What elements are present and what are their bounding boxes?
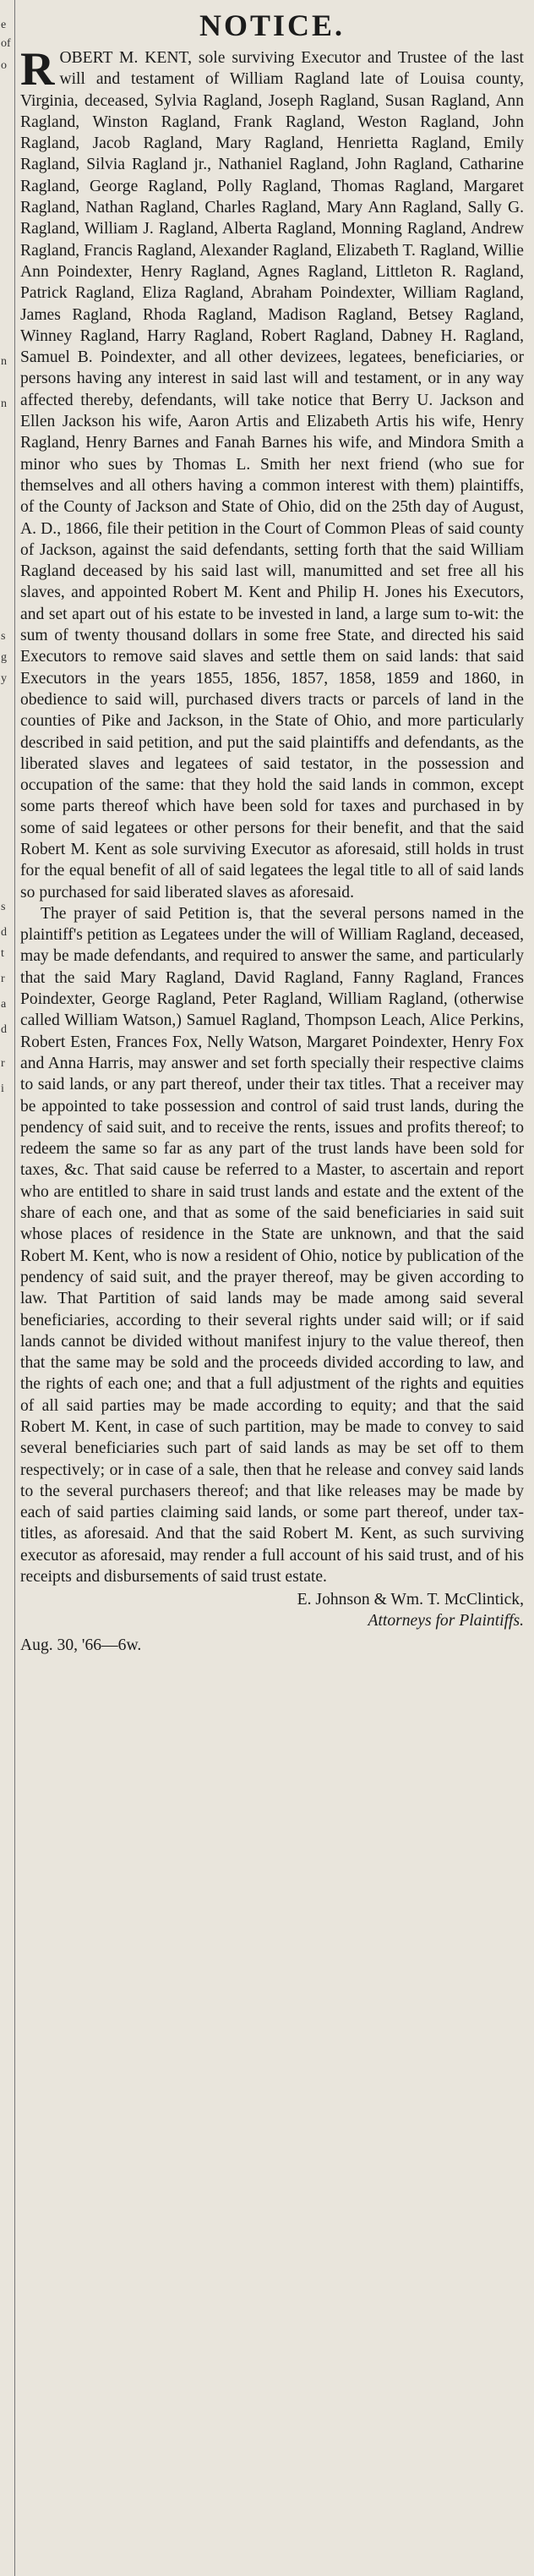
margin-fragment: g <box>1 651 7 664</box>
notice-paragraph-1 <box>20 43 524 903</box>
notice-title: NOTICE. <box>199 8 346 42</box>
notice-paragraph-2: The prayer of said Petition is, that the several persons named in the plaintiff's petition as Legatees under the will of William Ragland, deceased, may be made defendants, and required to answer the same, and particularly that the said Mary Ragland, David Ragland, Fanny Ragland, Frances Poindexter, George Ragland, Peter Ragland, William Ragland, (otherwise called William Watson,) Samuel Ragland, Thompson Leach, Alice Perkins, Robert Esten, Frances Fox, Nelly Watson, Margaret Poindexter, Henry Fox and Anna Harris, may answer and set forth specially their respective claims to said lands, or any part thereof, under their tax titles. That a receiver may be appointed to take possession and control of said trust lands, during the pendency of said suit, and to receive the rents, issues and profits thereof; to redeem the same so far as any part of the trust lands have been sold for taxes, &c. That said cause be referred to a Master, to ascertain and report who are entitled to share in said trust lands and estate and the extent of the share of each one, and that as some of the said beneficiaries in said suit whose places of residence in the State are unknown, and that the said Robert M. Kent, who is now a resident of Ohio, notice by publication of the pendency of said suit, and the prayer thereof, may be given according to law. That Partition of said lands may be made among said several beneficiaries, according to their several rights under said will; or if said lands cannot be divided without manifest injury to the value thereof, then that the same may be sold and the proceeds divided according to law, and the rights of each one; and that a full adjustment of the rights and equities of all said parties may be made according to equity; and that the said Robert M. Kent, in case of such partition, may be made to convey to said several beneficiaries such part of said lands as may be set off to them respectively; or in case of a sale, then that he release and convey said lands to the several purchasers thereof; and that like releases may be made by each of said parties claiming said lands, or some part thereof, under tax-titles, as aforesaid. And that the said Robert M. Kent, as such surviving executor as aforesaid, may render a full account of his said trust, and of his receipts and disbursements of said trust estate. <box>20 904 524 1587</box>
notice-column <box>20 5 524 2568</box>
margin-fragment: d <box>1 926 7 939</box>
publication-dateline: Aug. 30, '66—6w. <box>20 1636 142 1655</box>
margin-fragment: e <box>1 19 7 31</box>
paragraph-1-text: OBERT M. KENT, sole surviving Executor and Trustee of the last will and testament of William Ragland late of Louisa county, Virginia, deceased, Sylvia Ragland, Joseph Ragland, Susan Ragland, Ann Ragland, Winston Ragland, Frank Ragland, Weston Ragland, John Ragland, Jacob Ragland, Mary Ragland, Henrietta Ragland, Emily Ragland, Silvia Ragland jr., Nathaniel Ragland, John Ragland, Catharine Ragland, George Ragland, Polly Ragland, Thomas Ragland, Margaret Ragland, Nathan Ragland, Charles Ragland, Mary Ann Ragland, Sally G. Ragland, William J. Ragland, Alberta Ragland, Monning Ragland, Andrew Ragland, Francis Ragland, Alexander Ragland, Elizabeth T. Ragland, Willie Ann Poindexter, Henry Ragland, Agnes Ragland, Littleton R. Ragland, Patrick Ragland, Eliza Ragland, Abraham Poindexter, William Ragland, James Ragland, Rhoda Ragland, Madison Ragland, Betsey Ragland, Winney Ragland, Harry Ragland, Robert Ragland, Dabney H. Ragland, Samuel B. Poindexter, and all other devizees, legatees, beneficiaries, or persons having any interest in said last will and testament, or in any way affected thereby, defendants, will take notice that Berry U. Jackson and Ellen Jackson his wife, Aaron Artis and Elizabeth Artis his wife, Henry Ragland, Henry Barnes and Fanah Barnes his wife, and Mindora Smith a minor who sues by Thomas L. Smith her next friend (who sue for themselves and all others having a common interest with them) plaintiffs, of the County of Jackson and State of Ohio, did on the 25th day of August, A. D., 1866, file their petition in the Court of Common Pleas of said county of Jackson, against the said defendants, setting forth that the said William Ragland deceased by his said last will, manumitted and set free all his slaves, and appointed Robert M. Kent and Philip H. Jones his Executors, and set apart out of his estate to be invested in land, a large sum to-wit: the sum of twenty thousand dollars in some free State, and directed his said Executors to remove said slaves and settle them on said lands: that said Executors in the years 1855, 1856, 1857, 1858, 1859 and 1860, in obedience to said will, purchased divers tracts or parcels of land in the counties of Pike and Jackson, in the State of Ohio, and more particularly described in said petition, and put the said plaintiffs and defendants, as the liberated slaves and legatees of said testator, in the possession and occupation of the same: that they hold the said lands in common, except some parts thereof which have been sold for taxes and purchased in by some of said legatees or other persons for their benefit, and that the said Robert M. Kent as sole surviving Executor as aforesaid, still holds in trust for the equal benefit of all of said legatees the legal title to all of said lands so purchased for said liberated slaves as aforesaid. <box>20 49 524 902</box>
attorneys-signature <box>20 1589 524 1631</box>
margin-fragment: n <box>1 397 7 410</box>
margin-fragment: y <box>1 672 7 685</box>
margin-fragment: s <box>1 630 6 643</box>
margin-fragment: of <box>1 37 11 50</box>
margin-fragment: t <box>1 947 4 960</box>
signature-title: Attorneys for Plaintiffs. <box>368 1612 524 1631</box>
margin-fragment: i <box>1 1082 4 1095</box>
margin-fragment: d <box>1 1023 7 1036</box>
margin-fragment: a <box>1 998 7 1011</box>
margin-fragment: r <box>1 1057 5 1070</box>
drop-cap: R <box>20 43 55 96</box>
margin-fragment: r <box>1 973 5 985</box>
column-rule <box>14 0 15 2576</box>
left-margin-fragments <box>0 0 14 2576</box>
margin-fragment: n <box>1 355 7 368</box>
margin-fragment: o <box>1 59 7 72</box>
margin-fragment: s <box>1 901 6 913</box>
signature-names: E. Johnson & Wm. T. McClintick, <box>297 1591 524 1609</box>
